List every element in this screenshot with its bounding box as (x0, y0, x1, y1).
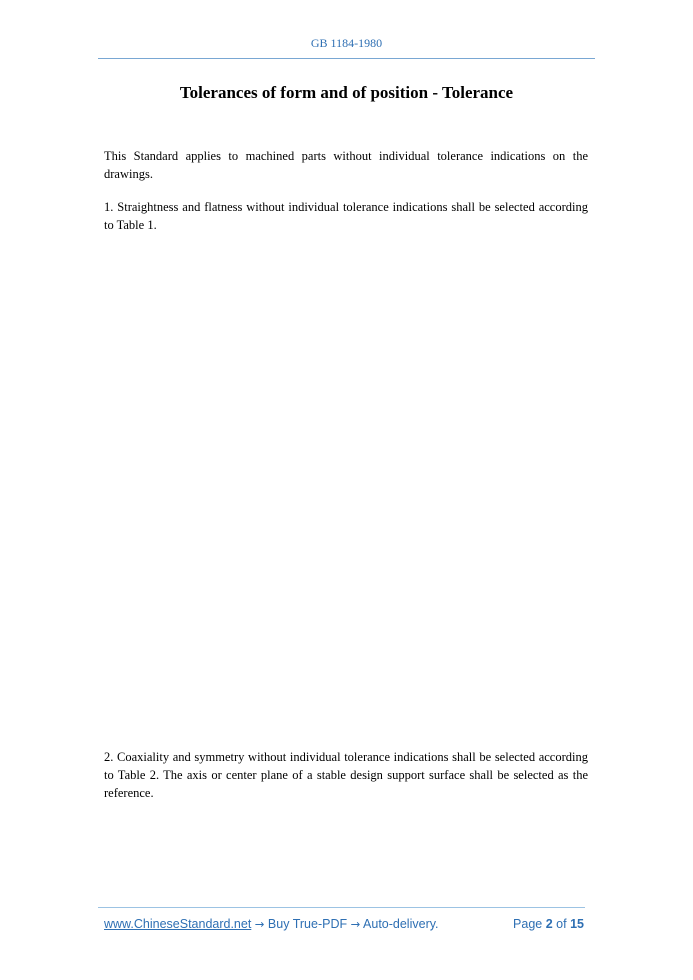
auto-delivery-text: Auto-delivery. (363, 917, 439, 931)
page-counter (513, 917, 584, 931)
total-page-number: 15 (570, 917, 584, 931)
current-page-number: 2 (545, 917, 553, 931)
intro-paragraph: This Standard applies to machined parts without individual tolerance indications on the drawings. (104, 149, 588, 181)
right-arrow-icon: → (254, 917, 265, 931)
right-arrow-icon: → (350, 917, 361, 931)
clause-2-paragraph: 2. Coaxiality and symmetry without individual tolerance indications shall be selected according to Table 2. The axis or center plane of a stable design support surface shall be selected as the reference. (104, 750, 588, 800)
page-title: Tolerances of form and of position - Tolerance (179, 83, 514, 102)
header-divider (98, 58, 595, 59)
of-label: of (556, 917, 567, 931)
header-standard-code: GB 1184-1980 (310, 36, 383, 50)
page-footer (104, 917, 586, 935)
clause-1-paragraph: 1. Straightness and flatness without individual tolerance indications shall be selected according to Table 1. (104, 200, 588, 232)
buy-pdf-text: Buy True-PDF (267, 917, 348, 931)
website-link[interactable]: www.ChineseStandard.net (104, 917, 252, 931)
footer-promo (104, 917, 439, 931)
page-label: Page (513, 917, 543, 931)
footer-divider (98, 907, 585, 908)
